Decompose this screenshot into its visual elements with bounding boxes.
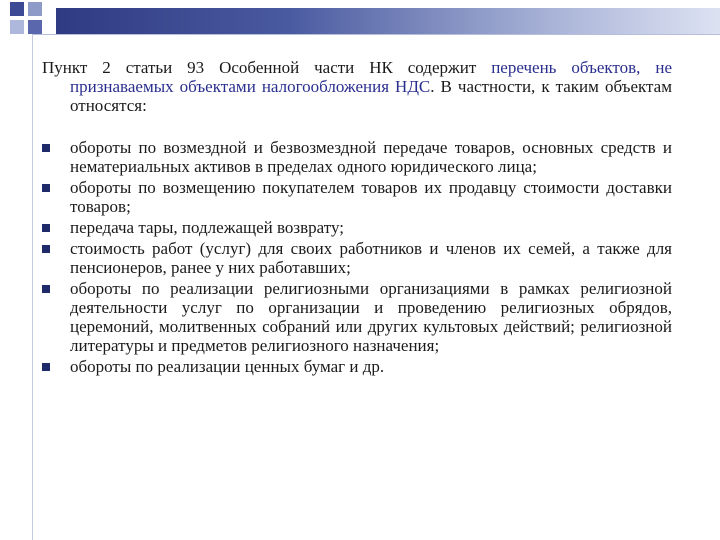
list-item-text: обороты по реализации религиозными организациями в рамках религиозной деятельности услуг по организации и проведению религиозных обрядов, церемоний, молитвенных собраний или других культовых действий; религиозной литературы и предметов религиозного назначения; xyxy=(70,279,672,355)
list-item-text: обороты по возмещению покупателем товаров их продавцу стоимости доставки товаров; xyxy=(70,178,672,216)
square-bullet-icon xyxy=(42,224,50,232)
square-bullet-icon xyxy=(42,363,50,371)
list-item-text: стоимость работ (услуг) для своих работников и членов их семей, а также для пенсионеров, ранее у них работавших; xyxy=(70,239,672,277)
list-item-text: передача тары, подлежащей возврату; xyxy=(70,218,344,237)
list-item xyxy=(42,178,672,216)
intro-text-end: . В частности, к таким объектам относятся: xyxy=(70,77,672,115)
square-bullet-icon xyxy=(42,184,50,192)
list-item xyxy=(42,218,672,237)
square-bullet-icon xyxy=(42,144,50,152)
list-item xyxy=(42,279,672,355)
deco-square-2 xyxy=(28,2,42,16)
list-item xyxy=(42,138,672,176)
list-item-text: обороты по возмездной и безвозмездной передаче товаров, основных средств и нематериальных активов в пределах одного юридического лица; xyxy=(70,138,672,176)
intro-paragraph xyxy=(42,58,672,115)
deco-square-3 xyxy=(10,20,24,34)
list-item xyxy=(42,357,672,376)
slide-content xyxy=(42,58,672,378)
header-gradient-bar xyxy=(56,8,720,34)
square-bullet-icon xyxy=(42,285,50,293)
object-list xyxy=(42,138,672,376)
square-bullet-icon xyxy=(42,245,50,253)
intro-text: Пункт 2 статьи 93 Особенной части НК содержит xyxy=(42,58,492,77)
intro-highlight: перечень объектов, не признаваемых объектами налогообложения НДС xyxy=(70,58,672,96)
list-item xyxy=(42,239,672,277)
divider-vertical xyxy=(32,34,33,540)
divider-horizontal xyxy=(32,34,720,35)
deco-square-1 xyxy=(10,2,24,16)
deco-square-4 xyxy=(28,20,42,34)
list-item-text: обороты по реализации ценных бумаг и др. xyxy=(70,357,385,376)
